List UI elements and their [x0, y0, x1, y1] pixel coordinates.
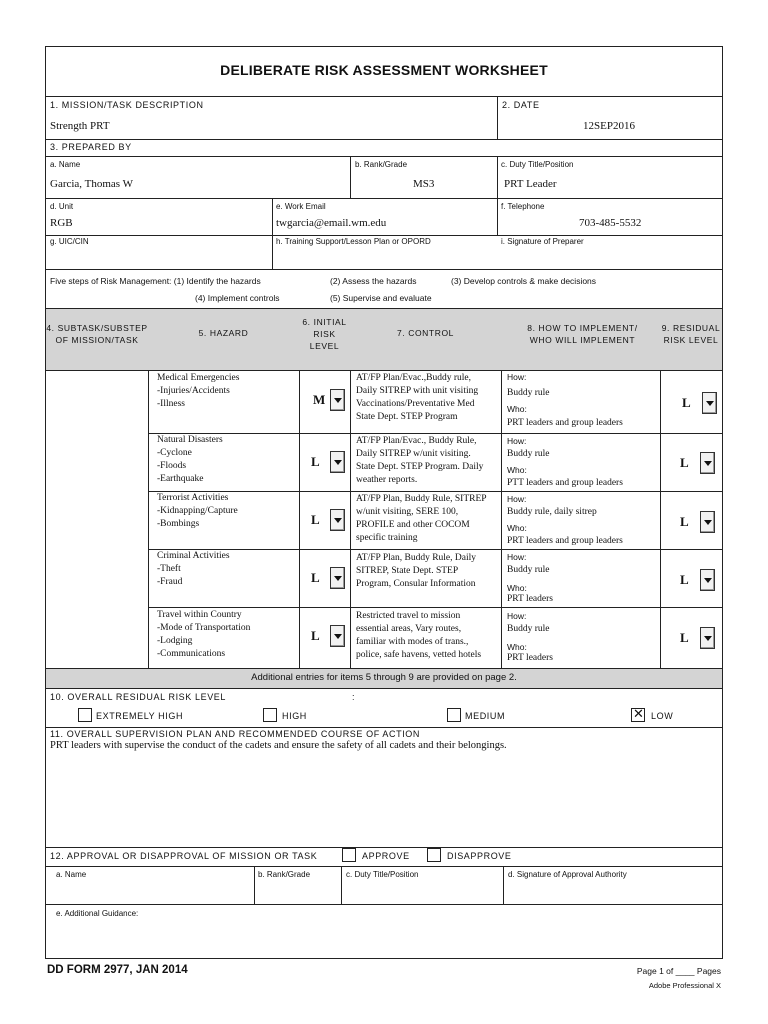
rank-label: b. Rank/Grade — [355, 160, 408, 169]
software-note: Adobe Professional X — [648, 981, 721, 990]
medium-label: MEDIUM — [465, 711, 506, 721]
header-control: 7. CONTROL — [396, 328, 454, 338]
row5-initial: L — [311, 628, 320, 643]
unit-value[interactable]: RGB — [50, 217, 73, 229]
approver-rank-label: b. Rank/Grade — [258, 870, 311, 879]
high-checkbox[interactable] — [263, 708, 277, 722]
header-initial: 6. INITIAL RISK LEVEL — [302, 317, 347, 351]
row3-residual: L — [680, 514, 689, 529]
row2-who-label: Who: — [507, 465, 527, 475]
phone-value[interactable]: 703-485-5532 — [579, 217, 642, 229]
uic-label: g. UIC/CIN — [50, 237, 89, 246]
row1-control[interactable]: AT/FP Plan/Evac.,Buddy rule, Daily SITREP with unit visiting Vaccinations/Preventative Med State Dept. STEP Program — [356, 373, 479, 422]
row5-how-label: How: — [507, 611, 527, 621]
row4-initial-dropdown[interactable] — [330, 567, 345, 589]
row4-residual: L — [680, 572, 689, 587]
header-subtask: 4. SUBTASK/SUBSTEP OF MISSION/TASK — [46, 323, 148, 345]
row4-residual-dropdown[interactable] — [700, 569, 715, 591]
row2-residual-dropdown[interactable] — [700, 452, 715, 474]
date-label: 2. DATE — [502, 100, 540, 110]
row3-who[interactable]: PRT leaders and group leaders — [507, 536, 623, 546]
low-checkbox[interactable] — [631, 708, 645, 722]
row4-how[interactable]: Buddy rule — [507, 565, 550, 575]
approve-label: APPROVE — [362, 851, 410, 861]
extremely-high-checkbox[interactable] — [78, 708, 92, 722]
row4-control[interactable]: AT/FP Plan, Buddy Rule, Daily SITREP, State Dept. STEP Program, Consular Information — [356, 553, 476, 589]
email-label: e. Work Email — [276, 202, 326, 211]
approver-name-label: a. Name — [56, 870, 87, 879]
additional-guidance-label: e. Additional Guidance: — [56, 909, 139, 918]
row2-initial-dropdown[interactable] — [330, 451, 345, 473]
page-count: Page 1 of ____ Pages — [636, 966, 721, 976]
row4-how-label: How: — [507, 552, 527, 562]
row5-residual: L — [680, 630, 689, 645]
email-value[interactable]: twgarcia@email.wm.edu — [276, 217, 387, 229]
duty-label: c. Duty Title/Position — [501, 160, 574, 169]
row2-control[interactable]: AT/FP Plan/Evac., Buddy Rule, Daily SITREP w/unit visiting. State Dept. STEP Program. Daily weather reports. — [356, 436, 484, 485]
steps-line2-b: (5) Supervise and evaluate — [330, 293, 432, 303]
name-value[interactable]: Garcia, Thomas W — [50, 178, 133, 190]
row2-how-label: How: — [507, 436, 527, 446]
form-title: DELIBERATE RISK ASSESSMENT WORKSHEET — [220, 62, 548, 78]
high-label: HIGH — [282, 711, 307, 721]
name-label: a. Name — [50, 160, 81, 169]
row1-who[interactable]: PRT leaders and group leaders — [507, 418, 623, 428]
row3-initial: L — [311, 512, 320, 527]
disapprove-checkbox[interactable] — [427, 848, 441, 862]
steps-line1-b: (2) Assess the hazards — [330, 276, 417, 286]
additional-entries-note: Additional entries for items 5 through 9 are provided on page 2. — [251, 672, 517, 683]
row4-initial: L — [311, 570, 320, 585]
low-check-mark: ✕ — [633, 707, 644, 722]
row3-how-label: How: — [507, 494, 527, 504]
row5-residual-dropdown[interactable] — [700, 627, 715, 649]
steps-line2-a: (4) Implement controls — [195, 293, 280, 303]
header-hazard: 5. HAZARD — [198, 328, 249, 338]
header-residual: 9. RESIDUAL RISK LEVEL — [661, 323, 721, 345]
row5-hazard[interactable]: Travel within Country -Mode of Transportation -Lodging -Communications — [157, 610, 251, 659]
low-label: LOW — [651, 711, 674, 721]
overall-risk-label: 10. OVERALL RESIDUAL RISK LEVEL — [50, 692, 227, 702]
row5-who[interactable]: PRT leaders — [507, 653, 553, 663]
row2-how[interactable]: Buddy rule — [507, 449, 550, 459]
training-label: h. Training Support/Lesson Plan or OPORD — [276, 237, 431, 246]
supervision-label: 11. OVERALL SUPERVISION PLAN AND RECOMMENDED COURSE OF ACTION — [50, 729, 421, 739]
disapprove-label: DISAPPROVE — [447, 851, 512, 861]
row3-how[interactable]: Buddy rule, daily sitrep — [507, 507, 597, 517]
row1-initial: M — [313, 392, 326, 407]
mission-label: 1. MISSION/TASK DESCRIPTION — [50, 100, 204, 110]
row2-residual: L — [680, 455, 689, 470]
row5-who-label: Who: — [507, 642, 527, 652]
row4-who-label: Who: — [507, 583, 527, 593]
row1-how[interactable]: Buddy rule — [507, 388, 550, 398]
approval-label: 12. APPROVAL OR DISAPPROVAL OF MISSION OR TASK — [50, 851, 318, 861]
unit-label: d. Unit — [50, 202, 74, 211]
mission-value[interactable]: Strength PRT — [50, 120, 110, 132]
row1-how-label: How: — [507, 372, 527, 382]
row2-who[interactable]: PTT leaders and group leaders — [507, 478, 623, 488]
duty-value[interactable]: PRT Leader — [504, 178, 557, 190]
row5-control[interactable]: Restricted travel to mission essential areas, Vary routes, familiar with modes of trans., police, safe havens, vetted hotels — [356, 611, 482, 660]
overall-risk-colon: : — [352, 692, 356, 702]
extremely-high-label: EXTREMELY HIGH — [96, 711, 184, 721]
row4-hazard[interactable]: Criminal Activities -Theft -Fraud — [157, 551, 230, 587]
row3-residual-dropdown[interactable] — [700, 511, 715, 533]
steps-line1-c: (3) Develop controls & make decisions — [451, 276, 597, 286]
signature-label: i. Signature of Preparer — [501, 237, 584, 246]
steps-line1-a: Five steps of Risk Management: (1) Identify the hazards — [50, 276, 261, 286]
row3-control[interactable]: AT/FP Plan, Buddy Rule, SITREP w/unit visiting, SERE 100, PROFILE and other COCOM specific training — [356, 494, 487, 543]
row5-initial-dropdown[interactable] — [330, 625, 345, 647]
date-value[interactable]: 12SEP2016 — [583, 120, 635, 132]
approve-checkbox[interactable] — [342, 848, 356, 862]
row1-residual-dropdown[interactable] — [702, 392, 717, 414]
row4-who[interactable]: PRT leaders — [507, 594, 553, 604]
approver-signature-label: d. Signature of Approval Authority — [508, 870, 627, 879]
supervision-value[interactable]: PRT leaders with supervise the conduct of the cadets and ensure the safety of all cadets and their belongings. — [50, 740, 507, 751]
row2-initial: L — [311, 454, 320, 469]
form-number: DD FORM 2977, JAN 2014 — [47, 964, 188, 976]
row3-initial-dropdown[interactable] — [330, 509, 345, 531]
header-implement: 8. HOW TO IMPLEMENT/ WHO WILL IMPLEMENT — [527, 323, 638, 345]
row1-initial-dropdown[interactable] — [330, 389, 345, 411]
row5-how[interactable]: Buddy rule — [507, 624, 550, 634]
row3-hazard[interactable]: Terrorist Activities -Kidnapping/Capture -Bombings — [157, 493, 238, 529]
row3-who-label: Who: — [507, 523, 527, 533]
rank-value[interactable]: MS3 — [413, 178, 435, 190]
row1-residual: L — [682, 395, 691, 410]
medium-checkbox[interactable] — [447, 708, 461, 722]
approver-duty-label: c. Duty Title/Position — [346, 870, 419, 879]
row2-hazard[interactable]: Natural Disasters -Cyclone -Floods -Earthquake — [157, 435, 223, 484]
row1-who-label: Who: — [507, 404, 527, 414]
row1-hazard[interactable]: Medical Emergencies -Injuries/Accidents -Illness — [157, 373, 240, 409]
phone-label: f. Telephone — [501, 202, 545, 211]
prepared-by-label: 3. PREPARED BY — [50, 142, 132, 152]
